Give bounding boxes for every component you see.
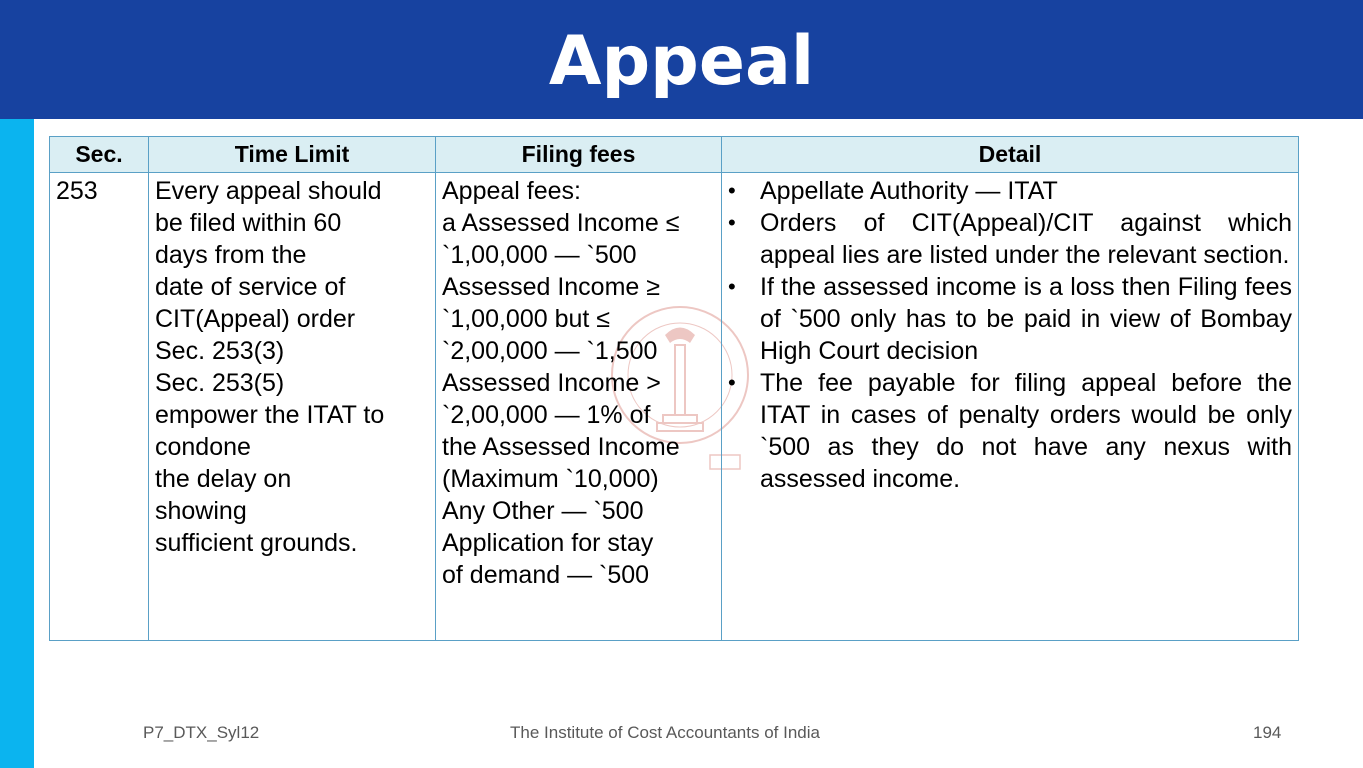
page-number: 194: [1253, 723, 1282, 742]
time-limit-line: showing: [155, 497, 247, 525]
detail-list: [728, 175, 1292, 495]
detail-item: • If the assessed income is a loss then Filing fees of `500 only has to be paid in view of Bombay High Court decision: [728, 271, 1292, 367]
time-limit-line: CIT(Appeal) order: [155, 305, 356, 333]
table-row: [50, 173, 1299, 641]
filing-fees-line: the Assessed Income: [442, 433, 680, 461]
header-filing-fees: Filing fees: [436, 137, 722, 173]
filing-fees-line: Appeal fees:: [442, 177, 581, 205]
filing-fees-line: Any Other — `500: [442, 497, 644, 525]
time-limit-line: the delay on: [155, 465, 292, 493]
section-number: 253: [56, 177, 98, 205]
time-limit-line: condone: [155, 433, 251, 461]
time-limit-line: Sec. 253(5): [155, 369, 285, 397]
cell-filing-fees: [436, 173, 722, 641]
side-accent-bar: [0, 119, 34, 768]
filing-fees-line: `2,00,000 — 1% of: [442, 401, 651, 429]
header-sec: Sec.: [50, 137, 149, 173]
cell-detail: [722, 173, 1299, 641]
filing-fees-line: a Assessed Income ≤: [442, 209, 680, 237]
time-limit-line: days from the: [155, 241, 307, 269]
filing-fees-line: Assessed Income ≥: [442, 273, 660, 301]
header-time-limit: Time Limit: [149, 137, 436, 173]
detail-item: • The fee payable for filing appeal before the ITAT in cases of penalty orders would be only `500 as they do not have any nexus with assessed income.: [728, 367, 1292, 495]
cell-sec: [50, 173, 149, 641]
table-header-row: [50, 137, 1299, 173]
time-limit-line: date of service of: [155, 273, 346, 301]
footer-code: P7_DTX_Syl12: [143, 723, 260, 742]
filing-fees-line: `1,00,000 but ≤: [442, 305, 611, 333]
appeal-table: [49, 136, 1299, 641]
filing-fees-line: Application for stay: [442, 529, 654, 557]
time-limit-line: be filed within 60: [155, 209, 342, 237]
filing-fees-line: (Maximum `10,000): [442, 465, 659, 493]
filing-fees-line: `2,00,000 — `1,500: [442, 337, 658, 365]
time-limit-line: empower the ITAT to: [155, 401, 385, 429]
header-detail: Detail: [722, 137, 1299, 173]
detail-item: • Appellate Authority — ITAT: [728, 175, 1292, 207]
detail-item: • Orders of CIT(Appeal)/CIT against which appeal lies are listed under the relevant section.: [728, 207, 1292, 271]
cell-time-limit: [149, 173, 436, 641]
filing-fees-line: Assessed Income >: [442, 369, 661, 397]
filing-fees-line: of demand — `500: [442, 561, 650, 589]
page-title: Appeal: [548, 22, 815, 101]
time-limit-line: Sec. 253(3): [155, 337, 285, 365]
time-limit-line: sufficient grounds.: [155, 529, 358, 557]
time-limit-line: Every appeal should: [155, 177, 382, 205]
filing-fees-line: `1,00,000 — `500: [442, 241, 637, 269]
footer-institute: The Institute of Cost Accountants of India: [510, 723, 820, 742]
